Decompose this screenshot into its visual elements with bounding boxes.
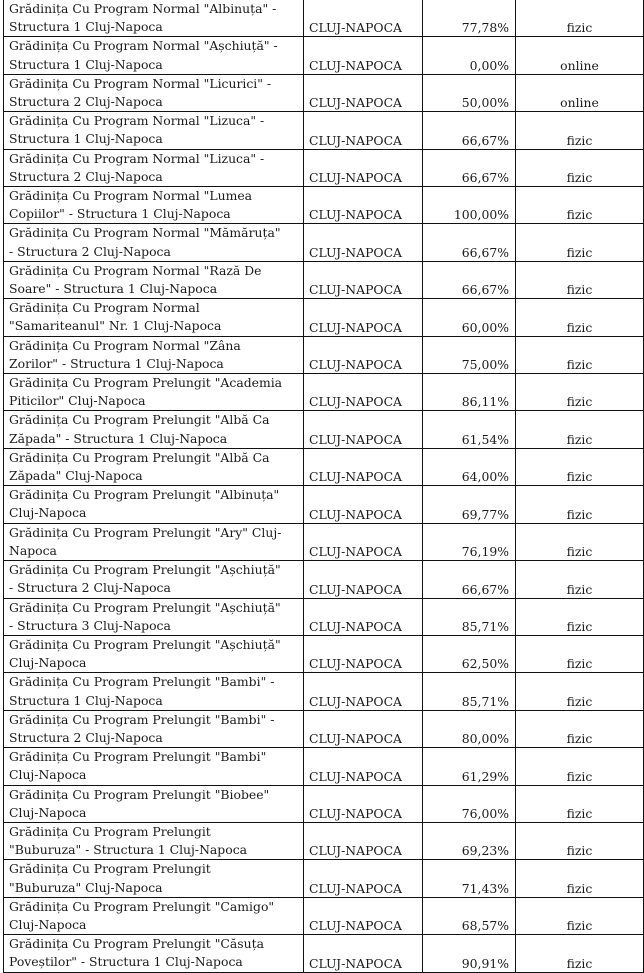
city-cell: CLUJ-NAPOCA: [304, 261, 423, 298]
kindergarten-name-line-2: "Buburuza" - Structura 1 Cluj-Napoca: [9, 842, 248, 858]
city-cell: CLUJ-NAPOCA: [304, 336, 423, 373]
kindergarten-name-line-2: Zorilor" - Structura 1 Cluj-Napoca: [9, 355, 224, 371]
mode-cell: online: [516, 37, 644, 74]
kindergarten-name-line-1: Grădinița Cu Program Prelungit "Bambi" -: [9, 711, 275, 727]
city-cell: CLUJ-NAPOCA: [304, 598, 423, 635]
kindergarten-name-cell: [4, 748, 304, 785]
kindergarten-name-line-2: - Structura 2 Cluj-Napoca: [9, 243, 171, 259]
percent-cell: 76,19%: [423, 523, 516, 560]
table-row: [4, 860, 644, 897]
mode-cell: fizic: [516, 673, 644, 710]
kindergarten-name-line-1: Grădinița Cu Program Prelungit "Bambi": [9, 749, 267, 765]
table-row: [4, 523, 644, 560]
percent-cell: 69,77%: [423, 486, 516, 523]
kindergarten-name-cell: [4, 0, 304, 37]
kindergarten-name-cell: [4, 261, 304, 298]
kindergarten-name-cell: [4, 710, 304, 747]
kindergarten-name-line-2: Structura 1 Cluj-Napoca: [9, 692, 163, 708]
mode-cell: fizic: [516, 448, 644, 485]
kindergarten-name-line-2: Cluj-Napoca: [9, 505, 87, 521]
kindergarten-name-line-1: Grădinița Cu Program Normal "Lizuca" -: [9, 113, 265, 129]
city-cell: CLUJ-NAPOCA: [304, 37, 423, 74]
percent-cell: 85,71%: [423, 598, 516, 635]
city-cell: CLUJ-NAPOCA: [304, 149, 423, 186]
mode-cell: fizic: [516, 710, 644, 747]
table-row: [4, 448, 644, 485]
city-cell: CLUJ-NAPOCA: [304, 785, 423, 822]
city-cell: CLUJ-NAPOCA: [304, 935, 423, 972]
kindergarten-name-cell: [4, 336, 304, 373]
table-row: [4, 261, 644, 298]
city-cell: CLUJ-NAPOCA: [304, 860, 423, 897]
mode-cell: fizic: [516, 411, 644, 448]
table-row: [4, 897, 644, 934]
kindergarten-name-line-2: Structura 1 Cluj-Napoca: [9, 131, 163, 147]
city-cell: CLUJ-NAPOCA: [304, 673, 423, 710]
table-row: [4, 187, 644, 224]
kindergarten-name-line-2: Copiilor" - Structura 1 Cluj-Napoca: [9, 206, 231, 222]
percent-cell: 100,00%: [423, 187, 516, 224]
city-cell: CLUJ-NAPOCA: [304, 635, 423, 672]
percent-cell: 66,67%: [423, 224, 516, 261]
mode-cell: fizic: [516, 785, 644, 822]
kindergarten-name-cell: [4, 486, 304, 523]
kindergarten-name-line-2: "Buburuza" Cluj-Napoca: [9, 879, 163, 895]
percent-cell: 86,11%: [423, 374, 516, 411]
percent-cell: 90,91%: [423, 935, 516, 972]
percent-cell: 69,23%: [423, 822, 516, 859]
percent-cell: 62,50%: [423, 635, 516, 672]
kindergarten-name-line-2: Structura 2 Cluj-Napoca: [9, 94, 163, 110]
kindergarten-name-cell: [4, 860, 304, 897]
city-cell: CLUJ-NAPOCA: [304, 74, 423, 111]
kindergarten-name-line-2: Cluj-Napoca: [9, 916, 87, 932]
kindergarten-name-cell: [4, 411, 304, 448]
mode-cell: online: [516, 74, 644, 111]
kindergarten-name-line-2: Napoca: [9, 542, 57, 558]
table-row: [4, 785, 644, 822]
city-cell: CLUJ-NAPOCA: [304, 561, 423, 598]
kindergarten-name-line-1: Grădinița Cu Program Prelungit "Albă Ca: [9, 449, 270, 465]
kindergarten-name-line-1: Grădinița Cu Program Prelungit "Albă Ca: [9, 412, 270, 428]
table-row: [4, 224, 644, 261]
kindergarten-name-line-2: Piticilor" Cluj-Napoca: [9, 393, 146, 409]
mode-cell: fizic: [516, 261, 644, 298]
kindergarten-name-line-1: Grădinița Cu Program Normal "Mămăruța": [9, 225, 281, 241]
kindergarten-name-cell: [4, 598, 304, 635]
kindergarten-name-cell: [4, 673, 304, 710]
percent-cell: 76,00%: [423, 785, 516, 822]
mode-cell: fizic: [516, 336, 644, 373]
percent-cell: 66,67%: [423, 112, 516, 149]
percent-cell: 68,57%: [423, 897, 516, 934]
city-cell: CLUJ-NAPOCA: [304, 486, 423, 523]
percent-cell: 80,00%: [423, 710, 516, 747]
kindergarten-name-cell: [4, 374, 304, 411]
kindergarten-name-line-1: Grădinița Cu Program Prelungit "Așchiuță": [9, 599, 281, 615]
kindergarten-name-line-1: Grădinița Cu Program Prelungit "Academia: [9, 375, 283, 391]
mode-cell: fizic: [516, 486, 644, 523]
kindergarten-name-line-1: Grădinița Cu Program Normal "Lizuca" -: [9, 150, 265, 166]
kindergarten-name-line-1: Grădinița Cu Program Prelungit "Așchiuță": [9, 562, 281, 578]
kindergarten-name-line-1: Grădinița Cu Program Normal "Lumea: [9, 188, 253, 204]
mode-cell: fizic: [516, 897, 644, 934]
table-row: [4, 374, 644, 411]
table-row: [4, 336, 644, 373]
city-cell: CLUJ-NAPOCA: [304, 374, 423, 411]
city-cell: CLUJ-NAPOCA: [304, 299, 423, 336]
kindergarten-name-cell: [4, 187, 304, 224]
kindergarten-name-line-1: Grădinița Cu Program Normal "Rază De: [9, 262, 262, 278]
table-row: [4, 822, 644, 859]
kindergarten-table: [3, 0, 644, 973]
kindergarten-name-cell: [4, 635, 304, 672]
mode-cell: fizic: [516, 822, 644, 859]
mode-cell: fizic: [516, 149, 644, 186]
table-row: [4, 149, 644, 186]
kindergarten-name-cell: [4, 448, 304, 485]
table-row: [4, 411, 644, 448]
kindergarten-name-line-1: Grădinița Cu Program Prelungit "Albinuța": [9, 487, 280, 503]
percent-cell: 0,00%: [423, 37, 516, 74]
mode-cell: fizic: [516, 0, 644, 37]
table-row: [4, 635, 644, 672]
city-cell: CLUJ-NAPOCA: [304, 187, 423, 224]
kindergarten-name-line-2: Structura 2 Cluj-Napoca: [9, 729, 163, 745]
percent-cell: 66,67%: [423, 561, 516, 598]
mode-cell: fizic: [516, 935, 644, 972]
kindergarten-name-line-1: Grădinița Cu Program Prelungit "Camigo": [9, 898, 275, 914]
kindergarten-name-line-2: - Structura 3 Cluj-Napoca: [9, 617, 171, 633]
kindergarten-name-line-1: Grădinița Cu Program Prelungit "Așchiuță": [9, 636, 281, 652]
kindergarten-name-line-2: Zăpada" - Structura 1 Cluj-Napoca: [9, 430, 228, 446]
kindergarten-name-cell: [4, 299, 304, 336]
mode-cell: fizic: [516, 523, 644, 560]
kindergarten-name-cell: [4, 37, 304, 74]
city-cell: CLUJ-NAPOCA: [304, 112, 423, 149]
table-row: [4, 299, 644, 336]
percent-cell: 66,67%: [423, 261, 516, 298]
table-row: [4, 710, 644, 747]
kindergarten-name-cell: [4, 561, 304, 598]
kindergarten-name-cell: [4, 935, 304, 972]
kindergarten-name-line-2: "Samariteanul" Nr. 1 Cluj-Napoca: [9, 318, 222, 334]
kindergarten-name-line-1: Grădinița Cu Program Normal "Zâna: [9, 337, 241, 353]
city-cell: CLUJ-NAPOCA: [304, 0, 423, 37]
kindergarten-name-cell: [4, 112, 304, 149]
kindergarten-name-line-1: Grădinița Cu Program Prelungit "Căsuța: [9, 936, 265, 952]
kindergarten-name-cell: [4, 523, 304, 560]
percent-cell: 60,00%: [423, 299, 516, 336]
percent-cell: 64,00%: [423, 448, 516, 485]
kindergarten-name-cell: [4, 224, 304, 261]
table-row: [4, 37, 644, 74]
table-body: [4, 0, 644, 972]
mode-cell: fizic: [516, 374, 644, 411]
kindergarten-name-line-2: Soare" - Structura 1 Cluj-Napoca: [9, 281, 218, 297]
table-row: [4, 673, 644, 710]
city-cell: CLUJ-NAPOCA: [304, 448, 423, 485]
mode-cell: fizic: [516, 561, 644, 598]
mode-cell: fizic: [516, 860, 644, 897]
percent-cell: 66,67%: [423, 149, 516, 186]
table-row: [4, 748, 644, 785]
kindergarten-name-line-2: Cluj-Napoca: [9, 804, 87, 820]
city-cell: CLUJ-NAPOCA: [304, 224, 423, 261]
mode-cell: fizic: [516, 224, 644, 261]
kindergarten-name-cell: [4, 785, 304, 822]
kindergarten-name-line-1: Grădinița Cu Program Prelungit "Ary" Cluj-: [9, 524, 282, 540]
city-cell: CLUJ-NAPOCA: [304, 523, 423, 560]
percent-cell: 85,71%: [423, 673, 516, 710]
percent-cell: 61,54%: [423, 411, 516, 448]
kindergarten-name-line-1: Grădinița Cu Program Prelungit "Bambi" -: [9, 674, 275, 690]
kindergarten-name-cell: [4, 897, 304, 934]
table-row: [4, 112, 644, 149]
kindergarten-name-line-2: Structura 1 Cluj-Napoca: [9, 56, 163, 72]
percent-cell: 71,43%: [423, 860, 516, 897]
kindergarten-name-cell: [4, 822, 304, 859]
table-row: [4, 561, 644, 598]
kindergarten-name-line-2: Structura 1 Cluj-Napoca: [9, 19, 163, 35]
kindergarten-name-line-2: Zăpada" Cluj-Napoca: [9, 468, 143, 484]
table-row: [4, 0, 644, 37]
percent-cell: 75,00%: [423, 336, 516, 373]
kindergarten-name-cell: [4, 74, 304, 111]
kindergarten-name-line-1: Grădinița Cu Program Normal "Așchiuță" -: [9, 38, 278, 54]
percent-cell: 77,78%: [423, 0, 516, 37]
mode-cell: fizic: [516, 299, 644, 336]
table-row: [4, 598, 644, 635]
percent-cell: 50,00%: [423, 74, 516, 111]
kindergarten-name-line-2: Poveștilor" - Structura 1 Cluj-Napoca: [9, 954, 243, 970]
kindergarten-name-cell: [4, 149, 304, 186]
kindergarten-name-line-1: Grădinița Cu Program Prelungit: [9, 861, 211, 877]
city-cell: CLUJ-NAPOCA: [304, 411, 423, 448]
mode-cell: fizic: [516, 187, 644, 224]
mode-cell: fizic: [516, 112, 644, 149]
table-row: [4, 486, 644, 523]
table-row: [4, 74, 644, 111]
kindergarten-name-line-2: Cluj-Napoca: [9, 655, 87, 671]
kindergarten-name-line-1: Grădinița Cu Program Normal: [9, 300, 200, 316]
city-cell: CLUJ-NAPOCA: [304, 822, 423, 859]
city-cell: CLUJ-NAPOCA: [304, 748, 423, 785]
kindergarten-name-line-1: Grădinița Cu Program Normal "Licurici" -: [9, 75, 272, 91]
kindergarten-name-line-2: Structura 2 Cluj-Napoca: [9, 168, 163, 184]
kindergarten-name-line-2: Cluj-Napoca: [9, 767, 87, 783]
mode-cell: fizic: [516, 748, 644, 785]
percent-cell: 61,29%: [423, 748, 516, 785]
city-cell: CLUJ-NAPOCA: [304, 897, 423, 934]
kindergarten-name-line-1: Grădinița Cu Program Prelungit: [9, 823, 211, 839]
kindergarten-name-line-2: - Structura 2 Cluj-Napoca: [9, 580, 171, 596]
mode-cell: fizic: [516, 635, 644, 672]
kindergarten-name-line-1: Grădinița Cu Program Prelungit "Biobee": [9, 786, 270, 802]
document-page: [3, 0, 644, 973]
city-cell: CLUJ-NAPOCA: [304, 710, 423, 747]
table-row: [4, 935, 644, 972]
kindergarten-name-line-1: Grădinița Cu Program Normal "Albinuța" -: [9, 1, 277, 16]
mode-cell: fizic: [516, 598, 644, 635]
